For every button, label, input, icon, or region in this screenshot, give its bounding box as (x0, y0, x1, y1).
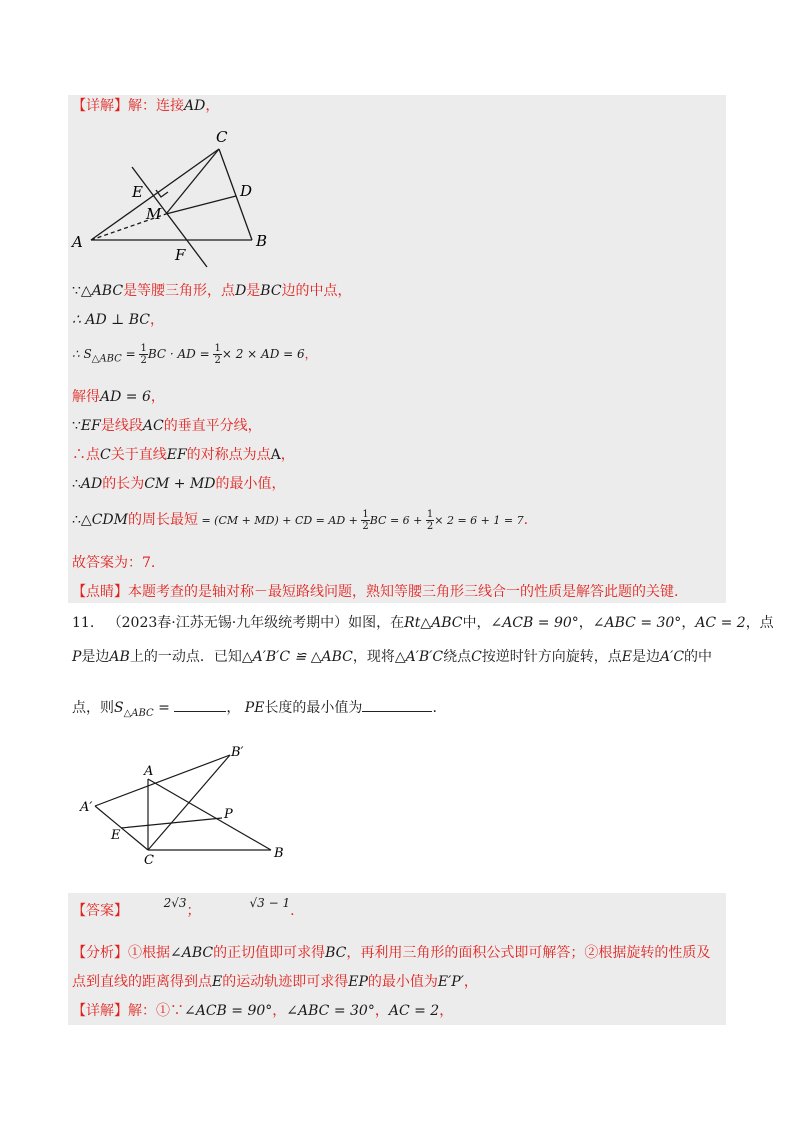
perimeter-formula-c: × 2 = 6 + 1 = 7 (434, 514, 524, 527)
label-E2: E (111, 828, 121, 843)
step-4-text: 解得 (72, 389, 100, 405)
step-6-text2: 的对称点为点 (186, 447, 271, 463)
analysis-l2c: 的最小值为 (367, 974, 438, 990)
step-6-text: 关于直线 (110, 447, 167, 463)
step-7-text: 的长为 (102, 476, 145, 492)
p3a: 点，则 (72, 700, 114, 716)
analysis-l2a: 点到直线的距离得到点 (72, 974, 212, 990)
therefore-triangle: ∴△ (72, 512, 92, 528)
step-4-math: AD = 6 (100, 389, 151, 405)
area-subscript: △ABC (91, 353, 122, 365)
detail-intro-end: ， (205, 98, 220, 114)
equals-1: = (121, 347, 140, 361)
step-2-math: ∴ AD ⊥ BC (72, 312, 151, 328)
p3c: 长度的最小值为 (264, 700, 363, 716)
comment-tag: 【点睛】 (72, 584, 128, 600)
analysis-l2b: 的运动轨迹即可求得 (222, 974, 349, 990)
label-Ap: A′ (80, 800, 93, 815)
detail2-end: ， (439, 1003, 454, 1019)
fraction-half-1 (139, 343, 147, 366)
detail2-c1: ∠ACB = 90° (184, 1003, 273, 1019)
rt-triangle: Rt△ABC (404, 615, 463, 631)
p2b: 上的一动点．已知 (129, 649, 242, 665)
frac-den-1: 2 (140, 355, 147, 366)
analysis-l1c: ，再利用三角形的面积公式即可解答；②根据旋转的性质及 (346, 945, 711, 961)
answer-blank-1[interactable] (174, 697, 226, 712)
right-angle-mark (156, 190, 168, 197)
segment-ac-text: AC (142, 418, 164, 434)
detail-line-1 (72, 96, 219, 116)
step-1-text3: 边的中点， (281, 283, 352, 299)
p3end: . (432, 700, 437, 716)
triangle-apbpc: △A′B′C (394, 649, 444, 665)
line-EF (132, 167, 207, 267)
label-B2: B (274, 846, 284, 861)
p3b: ， (226, 700, 241, 716)
area-s: S (114, 700, 124, 716)
analysis-tag: 【分析】 (72, 945, 128, 961)
analysis-line-2 (72, 972, 478, 992)
side-ab: AB (109, 649, 130, 665)
step-6 (72, 445, 295, 465)
segment-ApBp (95, 755, 230, 806)
step-1 (72, 281, 352, 301)
analysis-e: E (212, 974, 223, 990)
frac-num-1: 1 (140, 343, 147, 354)
answer-value-1: 2√3 (163, 896, 187, 910)
label-F: F (175, 246, 186, 264)
analysis-l1b: 的正切值即可求得 (213, 945, 326, 961)
detail2-sep1: ， (272, 1003, 287, 1019)
comment-line-1 (72, 582, 678, 602)
step-8 (72, 505, 528, 536)
step-1-text2: 是 (246, 283, 261, 299)
label-P: P (224, 807, 233, 822)
answer-tag: 【答案】 (72, 903, 128, 919)
step-3-end: ， (304, 347, 317, 361)
triangle-cdm: CDM (91, 512, 128, 528)
label-M: M (146, 205, 162, 223)
p2f: 是边 (632, 649, 661, 665)
label-C2: C (144, 853, 154, 868)
sep1: ， (578, 615, 593, 631)
label-C: C (216, 128, 228, 146)
step-4 (72, 387, 165, 407)
step-8-text: 的周长最短 (127, 512, 198, 528)
segment-AB-fig (148, 779, 271, 850)
problem-source: （2023春·江苏无锡·九年级统考期中）如图，在 (107, 615, 405, 631)
geometry-figure-1 (68, 122, 298, 272)
area-sub: △ABC (123, 707, 154, 719)
segment-pe: PE (244, 700, 265, 716)
step-4-end: ， (150, 389, 165, 405)
detail2-c3: AC = 2 (388, 1003, 440, 1019)
p2a: 是边 (81, 649, 110, 665)
perimeter-formula-a: = (CM + MD) + CD = AD + (197, 514, 362, 527)
label-A: A (72, 233, 83, 251)
label-Bp: B′ (231, 745, 244, 760)
perimeter-formula-b: BC = 6 + (369, 514, 426, 527)
step-3-tail: × 2 × AD = 6 (221, 347, 305, 361)
area-symbol: ∴ S (72, 347, 92, 361)
because-symbol: ∵△ (72, 283, 92, 299)
p1end: ，点 (745, 615, 774, 631)
step-2-end: ， (150, 312, 165, 328)
ad-text: AD (80, 476, 103, 492)
side-bc: BC (260, 283, 282, 299)
label-A2: A (144, 764, 154, 779)
analysis-epp: E′P′ (437, 974, 464, 990)
frac-num-2: 1 (214, 343, 221, 354)
point-e: E (621, 649, 633, 665)
problem-number: 11. (72, 615, 95, 631)
step-6-pre: ∴点 (72, 447, 100, 463)
detail2-sep2: ， (374, 1003, 389, 1019)
point-c-text: C (100, 447, 111, 463)
detail2-c2: ∠ABC = 30° (286, 1003, 375, 1019)
point-c: C (471, 649, 482, 665)
cm-md-text: CM + MD (144, 476, 216, 492)
problem-11-line-2 (72, 647, 712, 667)
step-3 (72, 340, 317, 373)
segment-AC (91, 149, 219, 240)
condition-ac: AC = 2 (695, 615, 746, 631)
problem-11-line-1 (72, 613, 774, 633)
detail-intro-math: AD (184, 98, 206, 114)
step-3-mid: BC · AD = (147, 347, 214, 361)
frac-num-3: 1 (362, 508, 369, 520)
analysis-bc: BC (325, 945, 347, 961)
label-D: D (240, 182, 253, 200)
line-ef-text-2: EF (166, 447, 187, 463)
comment-text: 本题考查的是轴对称－最短路线问题，熟知等腰三角形三线合一的性质是解答此题的关键. (128, 584, 679, 600)
frac-den-4: 2 (426, 520, 434, 532)
point-p: P (72, 649, 82, 665)
segment-MD (166, 196, 236, 214)
analysis-l1a: ①根据 (128, 945, 170, 961)
step-1-text: 是等腰三角形，点 (123, 283, 236, 299)
label-B: B (256, 232, 268, 250)
condition-acb: ∠ACB = 90° (490, 615, 579, 631)
line-ef-text: EF (80, 418, 101, 434)
detail2-tag: 【详解】 (72, 1003, 128, 1019)
detail-line-2 (72, 1001, 453, 1021)
geometry-figure-2 (75, 742, 305, 872)
answer-end: . (290, 903, 295, 919)
step-8-end: . (523, 512, 529, 528)
answer-blank-2[interactable] (362, 697, 432, 712)
frac-den-3: 2 (362, 520, 369, 532)
label-E: E (132, 183, 143, 201)
point-a-text: A (270, 447, 281, 463)
triangle-abc: ABC (91, 283, 124, 299)
p1a: 中， (462, 615, 491, 631)
frac-den-2: 2 (214, 355, 221, 366)
analysis-end: ， (463, 974, 478, 990)
point-d: D (235, 283, 247, 299)
answer-line-1: 故答案为：7. (72, 555, 156, 571)
fraction-half-3 (361, 509, 369, 532)
step-7-text2: 的最小值， (215, 476, 286, 492)
step-5-text2: 的垂直平分线， (163, 418, 262, 434)
condition-abc: ∠ABC = 30° (592, 615, 682, 631)
step-7 (72, 474, 286, 494)
step-5-text: 是线段 (100, 418, 143, 434)
congruence: △A′B′C ≌ △ABC (241, 649, 353, 665)
sep2: ， (681, 615, 696, 631)
fraction-half-4 (426, 509, 434, 532)
segment-EP (121, 818, 222, 828)
problem-11-line-3 (72, 697, 437, 724)
analysis-angle: ∠ABC (170, 945, 214, 961)
side-apc: A′C (660, 649, 685, 665)
p2d: 绕点 (443, 649, 472, 665)
because-symbol-2: ∵ (72, 418, 81, 434)
analysis-line-1 (72, 943, 710, 963)
detail-intro: 解：连接 (128, 98, 184, 114)
step-6-end: ， (280, 447, 295, 463)
analysis-ep: EP (348, 974, 368, 990)
step-2 (72, 310, 164, 330)
detail2-text: 解：①∵ (128, 1003, 184, 1019)
p2g: 的中 (684, 649, 713, 665)
fraction-half-2 (213, 343, 221, 366)
area-eq: = (153, 700, 175, 716)
answer-value-2: √3 − 1 (249, 896, 291, 910)
therefore-symbol: ∴ (72, 476, 81, 492)
p2e: 按逆时针方向旋转，点 (481, 649, 622, 665)
frac-num-4: 1 (426, 508, 434, 520)
step-5 (72, 416, 262, 436)
answer-sep: ； (186, 903, 201, 919)
detail-tag: 【详解】 (72, 98, 128, 114)
p2c: ，现将 (352, 649, 395, 665)
answer-line-2 (72, 896, 295, 926)
